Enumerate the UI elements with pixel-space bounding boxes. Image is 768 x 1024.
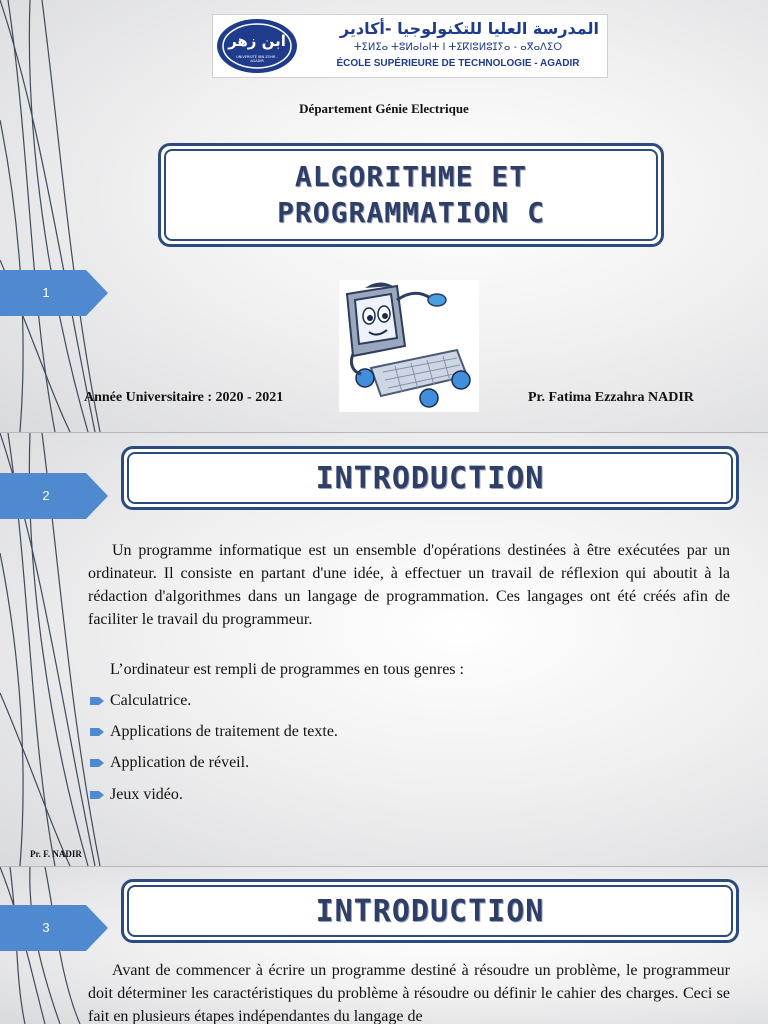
course-title-line-1: ALGORITHME ET [294,160,528,193]
arrow-bullet-icon [90,696,104,706]
slide-number-tab [0,270,108,316]
course-title-frame [158,143,664,247]
slide-number-tab [0,905,108,951]
logo-tifinagh-name: ⵜⵉⵍⵉⴰ ⵜⵓⵍⴰⵏⴰⵏⵜ ⵏ ⵜⵉⴽⵏⵓⵍⵓⵊⵢⴰ - ⴰⴳⴰⴷⵉⵔ [353,42,563,53]
slide-number: 1 [42,285,50,300]
section-title-frame [121,446,739,510]
intro-paragraph: Avant de commencer à écrire un programme destiné à résoudre un problème, le programmeur doit déterminer les caractéristiques du problème à résoudre ou définir le cahier des charges. Ceci se fait en plusieurs étapes indépendantes du langage de [88,962,730,1024]
list-item: Application de réveil. [90,754,249,772]
academic-year: Année Universitaire : 2020 - 2021 [84,390,284,405]
school-logo [212,14,608,78]
slide-3[interactable] [0,867,768,1024]
slide-1[interactable] [0,0,768,432]
intro-paragraph: Un programme informatique est un ensemble d'opérations destinées à être exécutées par un ordinateur. Il consiste en partant d'une idée, à effectuer un travail de réflexion qui aboutit à la rédaction d'algorithmes dans un langage de programmation. Ces langages ont été créés afin de faciliter le travail du programmeur. [88,542,730,628]
slide-number: 2 [42,488,50,503]
slide-footer: Pr. F. NADIR [30,849,82,859]
slide-number: 3 [42,920,50,935]
arrow-bullet-icon [90,727,104,737]
section-title: INTRODUCTION [315,460,545,496]
list-item: Calculatrice. [90,692,191,710]
logo-french-name: ÉCOLE SUPÉRIEURE DE TECHNOLOGIE - AGADIR [336,58,580,69]
course-title-line-2: PROGRAMMATION C [277,196,545,229]
department-label: Département Génie Electrique [299,101,469,116]
logo-emblem-text: ابن زهر [228,32,286,50]
decorative-lines-graphic [0,0,110,432]
list-item: Jeux vidéo. [90,786,183,804]
slide-number-tab [0,473,108,519]
computer-mascot-illustration [339,280,479,412]
section-title: INTRODUCTION [315,893,545,929]
list-item: Applications de traitement de texte. [90,723,338,741]
section-title-frame [121,879,739,943]
arrow-bullet-icon [90,758,104,768]
author-name: Pr. Fatima Ezzahra NADIR [528,390,694,405]
slide-2[interactable] [0,433,768,866]
arrow-bullet-icon [90,790,104,800]
logo-arabic-name: المدرسة العليا للتكنولوجيا -أكادير [339,19,599,38]
programs-lead-text: L’ordinateur est rempli de programmes en tous genres : [110,661,464,678]
logo-emblem-caption: UNIVERSITÉ IBN ZOHR - AGADIR [236,55,278,63]
